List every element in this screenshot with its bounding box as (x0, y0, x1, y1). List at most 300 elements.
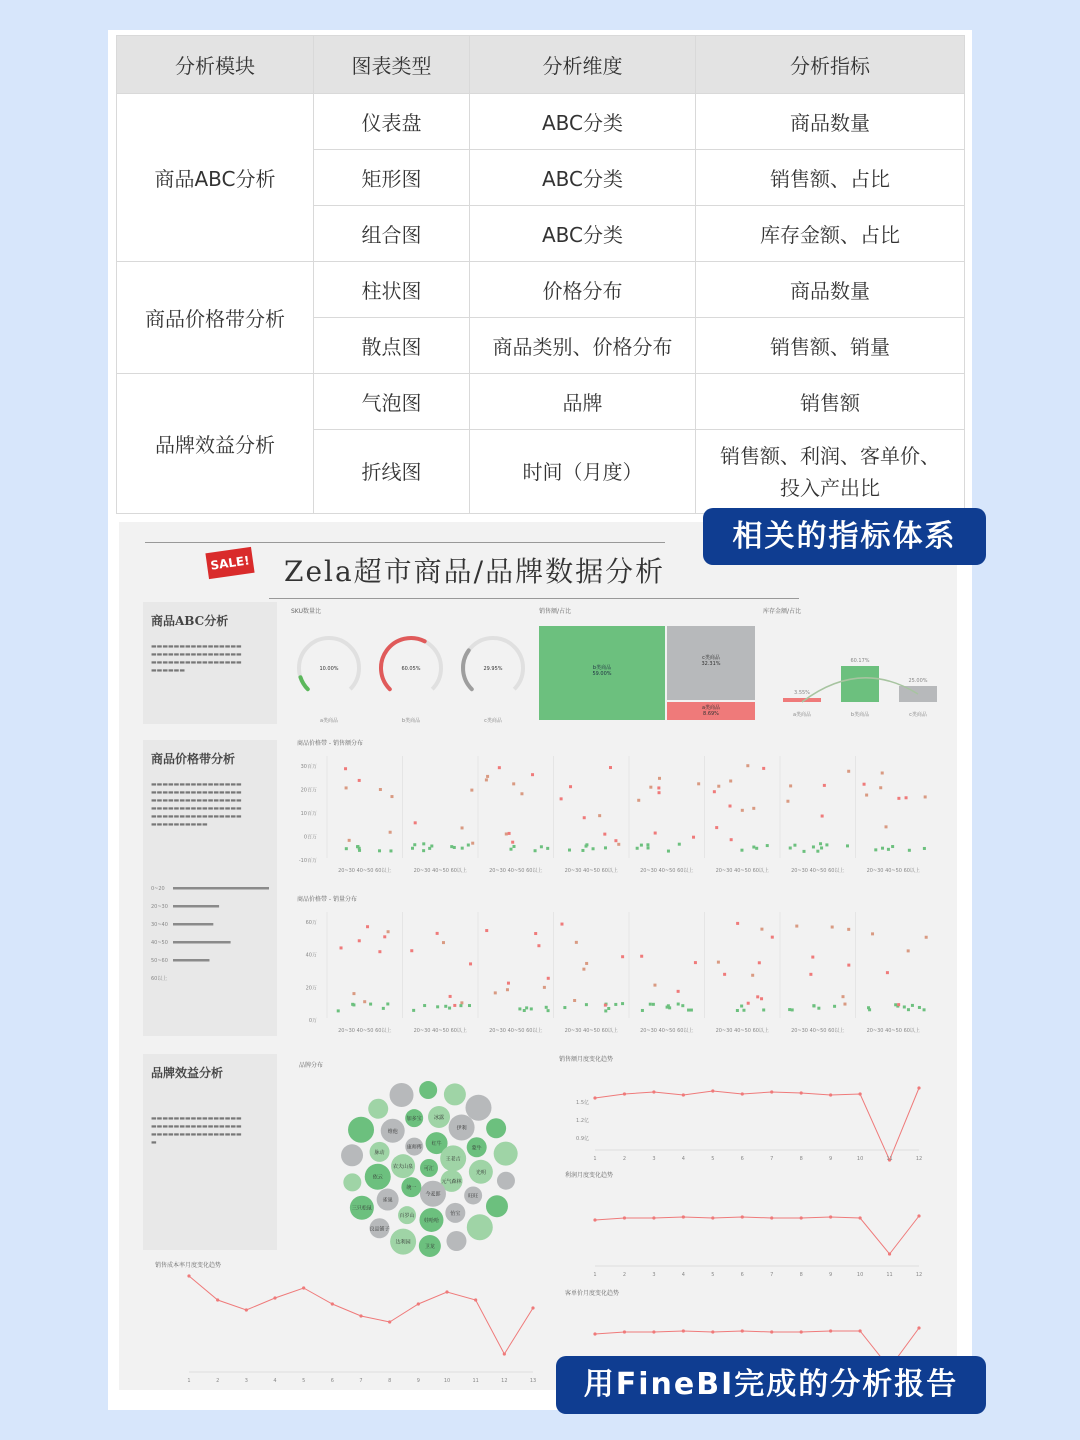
x-tick: 20~30 40~50 60以上 (640, 868, 694, 874)
scatter-point (886, 971, 889, 974)
series-point (187, 1274, 190, 1277)
scatter-point (918, 1006, 921, 1009)
metric-cell: 销售额、销量 (696, 318, 965, 374)
price-bar-label: 30~40 (151, 922, 168, 928)
brand-bubble (444, 1083, 466, 1105)
treemap-chart (539, 626, 755, 720)
x-tick: 20~30 40~50 60以上 (564, 1028, 618, 1034)
series-point (800, 1216, 803, 1219)
scatter-point (874, 848, 877, 851)
y-tick: 0百万 (303, 834, 317, 841)
scatter-point (378, 950, 381, 953)
scatter2-label: 商品价格带 - 销量分布 (297, 896, 357, 903)
x-tick: 11 (472, 1378, 479, 1384)
x-tick: 12 (501, 1378, 508, 1384)
scatter-point (697, 782, 700, 785)
scatter-point (411, 847, 414, 850)
scatter-point (897, 1003, 900, 1006)
metric-cell: 商品数量 (696, 262, 965, 318)
metrics-table (116, 35, 965, 514)
scatter-point (736, 922, 739, 925)
scatter-point (412, 1009, 415, 1012)
abc-panel-desc: ▬▬▬▬▬▬▬▬▬▬▬▬▬▬▬▬ ▬▬▬▬▬▬▬▬▬▬▬▬▬▬▬▬ ▬▬▬▬▬▬▬▬▬▬▬▬▬▬▬▬ ▬▬▬▬▬▬ (151, 643, 242, 674)
scatter-point (740, 849, 743, 852)
brand-bubble-label: 良品铺子 (369, 1226, 390, 1233)
scatter1-label: 商品价格带 - 销售额分布 (297, 740, 363, 747)
brand-bubble (341, 1144, 363, 1166)
scatter-point (614, 1003, 617, 1006)
scatter-point (449, 995, 452, 998)
x-tick: 13 (529, 1378, 537, 1384)
x-tick: 12 (915, 1156, 923, 1162)
gauge-name: a类商品 (319, 718, 339, 724)
series-point (593, 1218, 596, 1221)
scatter-point (847, 928, 850, 931)
series-point (652, 1216, 655, 1219)
brand-panel (143, 1054, 277, 1250)
scatter-point (448, 1007, 451, 1010)
scatter-point (469, 962, 472, 965)
series-point (741, 1215, 744, 1218)
scatter-point (543, 986, 546, 989)
scatter-point (621, 955, 624, 958)
scatter-point (436, 932, 439, 935)
treemap-cell-c (667, 626, 755, 700)
x-tick: 20~30 40~50 60以上 (338, 868, 392, 874)
scatter-point (723, 973, 726, 976)
scatter-point (762, 767, 765, 770)
x-tick: 6 (740, 1156, 744, 1162)
scatter-point (667, 850, 670, 853)
price-bar (173, 941, 231, 944)
scatter-point (344, 767, 347, 770)
price-bar-label: 40~50 (151, 940, 168, 946)
gauge-track (463, 638, 523, 689)
combo-category: c类商品 (909, 712, 927, 718)
x-tick: 20~30 40~50 60以上 (791, 1028, 845, 1034)
scatter-point (547, 1009, 550, 1012)
x-tick: 11 (886, 1156, 893, 1162)
metric-cell: 商品数量 (696, 94, 965, 150)
scatter-point (653, 984, 656, 987)
scatter-point (410, 949, 413, 952)
gauge-arc (381, 638, 425, 689)
scatter-point (592, 847, 595, 850)
gauge-chart (287, 618, 537, 728)
scatter-point (450, 845, 453, 848)
scatter-point (461, 826, 464, 829)
scatter-point (817, 1007, 820, 1010)
module-cell: 商品ABC分析 (117, 94, 314, 262)
series-point (917, 1086, 920, 1089)
scatter-point (789, 847, 792, 850)
series-point (917, 1326, 920, 1329)
scatter-point (924, 795, 927, 798)
scatter-point (863, 783, 866, 786)
series-point (623, 1216, 626, 1219)
chart-type-cell: 柱状图 (314, 262, 470, 318)
scatter-point (654, 832, 657, 835)
scatter-point (585, 962, 588, 965)
scatter-point (636, 847, 639, 850)
price-bar-label: 50~60 (151, 958, 168, 964)
x-tick: 20~30 40~50 60以上 (413, 868, 467, 874)
scatter-point (887, 848, 890, 851)
scatter-point (751, 974, 754, 977)
scatter-point (891, 845, 894, 848)
brand-panel-desc: ▬▬▬▬▬▬▬▬▬▬▬▬▬▬▬▬ ▬▬▬▬▬▬▬▬▬▬▬▬▬▬▬▬ ▬▬▬▬▬▬▬▬▬▬▬▬▬▬▬▬ ▬ (151, 1115, 242, 1146)
scatter-point (413, 843, 416, 846)
x-tick: 10 (856, 1156, 864, 1162)
scatter-point (788, 1008, 791, 1011)
scatter-point (422, 842, 425, 845)
scatter-point (925, 936, 928, 939)
brand-bubble (343, 1173, 361, 1191)
brand-bubble (486, 1195, 508, 1217)
scatter-point (881, 772, 884, 775)
x-tick: 20~30 40~50 60以上 (791, 868, 845, 874)
brand-bubble (419, 1081, 437, 1099)
dimension-cell: 商品类别、价格分布 (470, 318, 696, 374)
series-point (829, 1329, 832, 1332)
series-point (216, 1298, 219, 1301)
x-tick: 1 (593, 1272, 597, 1278)
x-tick: 20~30 40~50 60以上 (338, 1028, 392, 1034)
scatter-point (604, 1009, 607, 1012)
scatter-point (736, 1009, 739, 1012)
scatter-point (637, 799, 640, 802)
gauge-arc (463, 650, 472, 689)
scatter-point (428, 847, 431, 850)
series-point (302, 1286, 305, 1289)
price-panel-desc: ▬▬▬▬▬▬▬▬▬▬▬▬▬▬▬▬ ▬▬▬▬▬▬▬▬▬▬▬▬▬▬▬▬ ▬▬▬▬▬▬▬▬▬▬▬▬▬▬▬▬ ▬▬▬▬▬▬▬▬▬▬▬▬▬▬▬▬ ▬▬▬▬▬▬▬▬▬▬▬▬▬▬▬▬ ▬▬▬▬▬▬▬▬▬▬ (151, 781, 242, 828)
scatter-point (523, 1009, 526, 1012)
x-tick: 20~30 40~50 60以上 (715, 1028, 769, 1034)
x-tick: 8 (799, 1156, 803, 1162)
dimension-cell: ABC分类 (470, 94, 696, 150)
brand-bubble-label: 加多宝 (406, 1116, 422, 1123)
scatter-point (507, 982, 510, 985)
x-tick: 7 (770, 1272, 774, 1278)
gauge-name: b类商品 (401, 718, 421, 724)
scatter-point (678, 843, 681, 846)
x-tick: 4 (681, 1156, 685, 1162)
series-point (388, 1320, 391, 1323)
brand-bubble (348, 1117, 374, 1143)
treemap-c-label: c类商品 (702, 655, 720, 661)
scatter-point (563, 1006, 566, 1009)
header-metric: 分析指标 (696, 36, 965, 94)
chart-type-cell: 仪表盘 (314, 94, 470, 150)
scatter-point (766, 844, 769, 847)
x-tick: 7 (770, 1156, 774, 1162)
scatter-point (752, 846, 755, 849)
brand-bubble-label: 旺旺 (468, 1193, 479, 1200)
table-row (117, 94, 965, 150)
scatter-point (640, 844, 643, 847)
scatter-point (546, 847, 549, 850)
treemap-label: 销售额/占比 (539, 608, 572, 615)
x-tick: 20~30 40~50 60以上 (715, 868, 769, 874)
scatter-point (687, 1009, 690, 1012)
scatter-point (442, 941, 445, 944)
scatter-point (756, 995, 759, 998)
series-point (829, 1093, 832, 1096)
series-point (770, 1090, 773, 1093)
scatter-point (470, 789, 473, 792)
scatter-point (575, 941, 578, 944)
scatter-point (825, 843, 828, 846)
treemap-a-label: a类商品 (701, 705, 721, 711)
x-tick: 8 (799, 1272, 803, 1278)
combo-bar (841, 666, 879, 702)
series-point (858, 1216, 861, 1219)
chart-type-cell: 矩形图 (314, 150, 470, 206)
x-tick: 2 (216, 1378, 220, 1384)
metric-cell: 销售额、占比 (696, 150, 965, 206)
scatter-point (337, 1009, 340, 1012)
scatter-volume-chart (289, 906, 933, 1040)
scatter-point (881, 847, 884, 850)
table-row (117, 262, 965, 318)
y-tick: 20万 (305, 985, 317, 992)
brand-bubble-label: 今麦郎 (425, 1191, 441, 1198)
chart-type-cell: 散点图 (314, 318, 470, 374)
series-point (711, 1330, 714, 1333)
brand-bubble (494, 1142, 518, 1166)
report-screenshot (119, 522, 957, 1390)
scatter-point (569, 785, 572, 788)
brand-bubble-label: 依云 (372, 1174, 383, 1181)
scatter-point (760, 997, 763, 1000)
scatter-point (518, 1007, 521, 1010)
scatter-point (793, 844, 796, 847)
brand-bubble-label: 达利园 (395, 1239, 411, 1246)
price-bar-chart (151, 879, 269, 999)
scatter-point (908, 849, 911, 852)
treemap-b-label: b类商品 (592, 665, 612, 671)
table-header-row (117, 36, 965, 94)
scatter-point (537, 944, 540, 947)
scatter-point (791, 1008, 794, 1011)
scatter-point (540, 845, 543, 848)
gauge-value: 29.95% (483, 666, 503, 672)
scatter-point (647, 846, 650, 849)
scatter-point (467, 844, 470, 847)
sale-tag-icon: SALE! (205, 547, 254, 579)
brand-bubble (497, 1172, 515, 1190)
series-point (682, 1215, 685, 1218)
scatter-point (640, 955, 643, 958)
x-tick: 5 (711, 1272, 715, 1278)
finebi-report-badge: 用FineBI完成的分析报告 (556, 1356, 986, 1414)
scatter-point (547, 977, 550, 980)
scatter-point (560, 797, 563, 800)
scatter-point (498, 766, 501, 769)
scatter-point (820, 846, 823, 849)
series-point (417, 1302, 420, 1305)
y-tick: 10百万 (300, 811, 317, 817)
x-tick: 20~30 40~50 60以上 (640, 1028, 694, 1034)
scatter-point (865, 794, 868, 797)
scatter-point (831, 926, 834, 929)
series-point (741, 1092, 744, 1095)
combo-chart (763, 618, 937, 722)
scatter-point (604, 846, 607, 849)
price-panel (143, 740, 277, 1036)
scatter-point (740, 1005, 743, 1008)
scatter-point (581, 849, 584, 852)
scatter-point (713, 790, 716, 793)
scatter-point (730, 838, 733, 841)
scatter-point (505, 832, 508, 835)
series-point (445, 1290, 448, 1293)
scatter-point (821, 815, 824, 818)
scatter-point (573, 999, 576, 1002)
module-cell: 商品价格带分析 (117, 262, 314, 374)
scatter-point (621, 1002, 624, 1005)
scatter-point (847, 770, 850, 773)
scatter-point (485, 778, 488, 781)
title-top-rule (145, 542, 665, 543)
scatter-point (598, 814, 601, 817)
y-tick: 30百万 (300, 764, 317, 770)
scatter-point (692, 836, 695, 839)
scatter-point (460, 1001, 463, 1004)
series-point (741, 1329, 744, 1332)
scatter-point (414, 821, 417, 824)
dimension-cell: 时间（月度） (470, 430, 696, 514)
indicator-system-badge: 相关的指标体系 (703, 508, 986, 565)
scatter-point (358, 939, 361, 942)
series-point (682, 1329, 685, 1332)
brand-bubble-label: 光明 (475, 1169, 486, 1176)
abc-panel (143, 602, 277, 724)
x-tick: 20~30 40~50 60以上 (866, 1028, 920, 1034)
scatter-point (453, 1004, 456, 1007)
series-point (800, 1330, 803, 1333)
scatter-point (379, 788, 382, 791)
scatter-point (363, 1000, 366, 1003)
profit-line-chart (555, 1180, 935, 1280)
brand-bubble-label: 可汇 (423, 1166, 435, 1172)
brand-bubble (465, 1095, 491, 1121)
series-point (623, 1092, 626, 1095)
series-point (474, 1298, 477, 1301)
series-point (917, 1214, 920, 1217)
scatter-point (762, 1008, 765, 1011)
scatter-point (879, 786, 882, 789)
brand-bubble-label: 三只松鼠 (351, 1205, 372, 1212)
x-tick: 1 (187, 1378, 191, 1384)
price-bar-label: 20~30 (151, 904, 168, 910)
series-point (503, 1352, 506, 1355)
brand-bubble (446, 1231, 466, 1251)
scatter-point (677, 1003, 680, 1006)
scatter-point (513, 845, 516, 848)
series-point (711, 1089, 714, 1092)
price-bar-label: 0~20 (151, 886, 165, 892)
bubble-label: 品牌分布 (299, 1062, 324, 1069)
scatter-point (658, 777, 661, 780)
scatter-point (585, 1003, 588, 1006)
report-title: Zela超市商品/品牌数据分析 (284, 555, 666, 588)
module-cell: 品牌效益分析 (117, 374, 314, 514)
gauge-label: SKU数量比 (291, 608, 321, 615)
scatter-point (459, 1004, 462, 1007)
scatter-point (717, 785, 720, 788)
combo-category: a类商品 (792, 712, 812, 718)
scatter-point (508, 832, 511, 835)
scatter-point (641, 1009, 644, 1012)
series-point (888, 1252, 891, 1255)
chart-type-cell: 组合图 (314, 206, 470, 262)
combo-value: 25.00% (908, 678, 928, 684)
metric-cell: 销售额 (696, 374, 965, 430)
scatter-point (677, 990, 680, 993)
scatter-point (468, 1004, 471, 1007)
scatter-point (905, 796, 908, 799)
scatter-point (717, 961, 720, 964)
y-tick: -10百万 (298, 858, 317, 864)
scatter-point (534, 932, 537, 935)
scatter-point (585, 845, 588, 848)
scatter-point (512, 782, 515, 785)
brand-bubble-chart (329, 1072, 529, 1262)
x-tick: 2 (622, 1272, 627, 1278)
scatter-point (525, 1006, 528, 1009)
gauge-name: c类商品 (484, 718, 502, 724)
gauge-track (299, 638, 359, 689)
combo-category: b类商品 (850, 712, 870, 718)
brand-bubble-label: 百岁山 (399, 1213, 415, 1220)
series-line (595, 1216, 919, 1254)
scatter-point (715, 826, 718, 829)
price-bar (173, 905, 219, 908)
x-tick: 10 (856, 1272, 864, 1278)
series-line (595, 1088, 919, 1160)
series-point (829, 1215, 832, 1218)
scatter-point (741, 809, 744, 812)
scatter-point (604, 1004, 607, 1007)
scatter-point (907, 949, 910, 952)
header-chart-type: 图表类型 (314, 36, 470, 94)
table-row (117, 374, 965, 430)
series-point (359, 1314, 362, 1317)
scatter-point (506, 988, 509, 991)
scatter-point (461, 847, 464, 850)
series-point (858, 1329, 861, 1332)
metric-line-2: 投入产出比 (780, 475, 880, 500)
combo-value: 60.17% (850, 658, 870, 664)
scatter-point (847, 964, 850, 967)
scatter-point (390, 795, 393, 798)
scatter-point (582, 968, 585, 971)
scatter-point (907, 1008, 910, 1011)
gauge-value: 60.05% (401, 666, 421, 672)
scatter-point (903, 1005, 906, 1008)
scatter-point (752, 807, 755, 810)
scatter-point (617, 843, 620, 846)
scatter-point (843, 1003, 846, 1006)
scatter-point (614, 839, 617, 842)
price-bar (173, 923, 213, 926)
brand-bubble-label: 统一 (406, 1185, 417, 1192)
brand-bubble (467, 1214, 493, 1240)
brand-bubble-label: 维他 (387, 1128, 398, 1135)
scatter-point (867, 1006, 870, 1009)
treemap-c-value: 32.31% (701, 661, 721, 667)
